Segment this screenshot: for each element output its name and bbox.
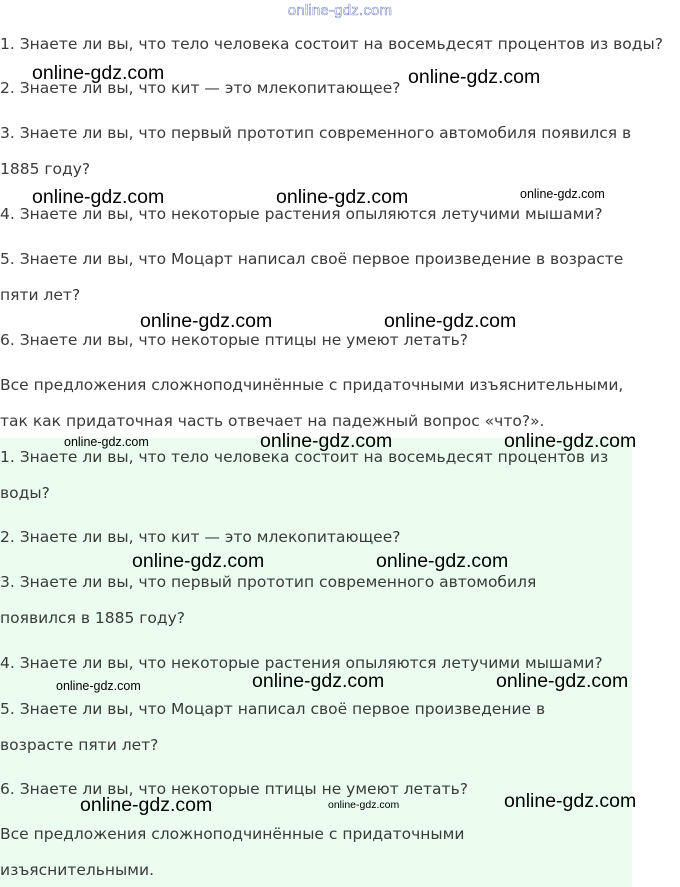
answer-line: 6. Знаете ли вы, что некоторые птицы не умеют летать?: [0, 780, 468, 798]
watermark: online-gdz.com: [408, 66, 541, 88]
site-header-logo: online-gdz.com: [287, 2, 393, 19]
answer-line: возрасте пяти лет?: [0, 736, 159, 754]
question-line: так как придаточная часть отвечает на падежный вопрос «что?».: [0, 412, 545, 430]
question-line: 4. Знаете ли вы, что некоторые растения опыляются летучими мышами?: [0, 205, 603, 223]
question-line: пяти лет?: [0, 286, 81, 304]
answer-line: 1. Знаете ли вы, что тело человека состоит на восемьдесят процентов из: [0, 448, 609, 466]
answer-line: 2. Знаете ли вы, что кит — это млекопитающее?: [0, 528, 401, 546]
question-line: Все предложения сложноподчинённые с придаточными изъяснительными,: [0, 376, 624, 394]
watermark: online-gdz.com: [32, 186, 165, 208]
watermark: online-gdz.com: [496, 670, 629, 692]
watermark: online-gdz.com: [56, 679, 141, 693]
answer-line: 5. Знаете ли вы, что Моцарт написал своё первое произведение в: [0, 700, 546, 718]
watermark: online-gdz.com: [64, 435, 149, 449]
answer-line: 4. Знаете ли вы, что некоторые растения опыляются летучими мышами?: [0, 654, 603, 672]
watermark: online-gdz.com: [504, 790, 637, 812]
question-line: 5. Знаете ли вы, что Моцарт написал своё первое произведение в возрасте: [0, 250, 624, 268]
watermark: online-gdz.com: [140, 310, 273, 332]
watermark: online-gdz.com: [504, 430, 637, 452]
answer-line: изъяснительными.: [0, 861, 154, 879]
question-line: 3. Знаете ли вы, что первый прототип современного автомобиля появился в: [0, 124, 632, 142]
watermark: online-gdz.com: [80, 794, 213, 816]
watermark: online-gdz.com: [384, 310, 517, 332]
question-line: 1. Знаете ли вы, что тело человека состоит на восемьдесят процентов из воды?: [0, 35, 663, 53]
watermark: online-gdz.com: [132, 550, 265, 572]
watermark: online-gdz.com: [376, 550, 509, 572]
watermark: online-gdz.com: [520, 187, 605, 201]
watermark: online-gdz.com: [260, 430, 393, 452]
watermark: online-gdz.com: [328, 799, 400, 811]
question-line: 2. Знаете ли вы, что кит — это млекопитающее?: [0, 79, 401, 97]
watermark: online-gdz.com: [252, 670, 385, 692]
answer-line: воды?: [0, 484, 50, 502]
question-line: 1885 году?: [0, 160, 91, 178]
answer-line: появился в 1885 году?: [0, 609, 186, 627]
answer-line: Все предложения сложноподчинённые с придаточными: [0, 825, 465, 843]
answer-line: 3. Знаете ли вы, что первый прототип современного автомобиля: [0, 573, 537, 591]
watermark: online-gdz.com: [32, 62, 165, 84]
question-line: 6. Знаете ли вы, что некоторые птицы не умеют летать?: [0, 331, 468, 349]
watermark: online-gdz.com: [276, 186, 409, 208]
